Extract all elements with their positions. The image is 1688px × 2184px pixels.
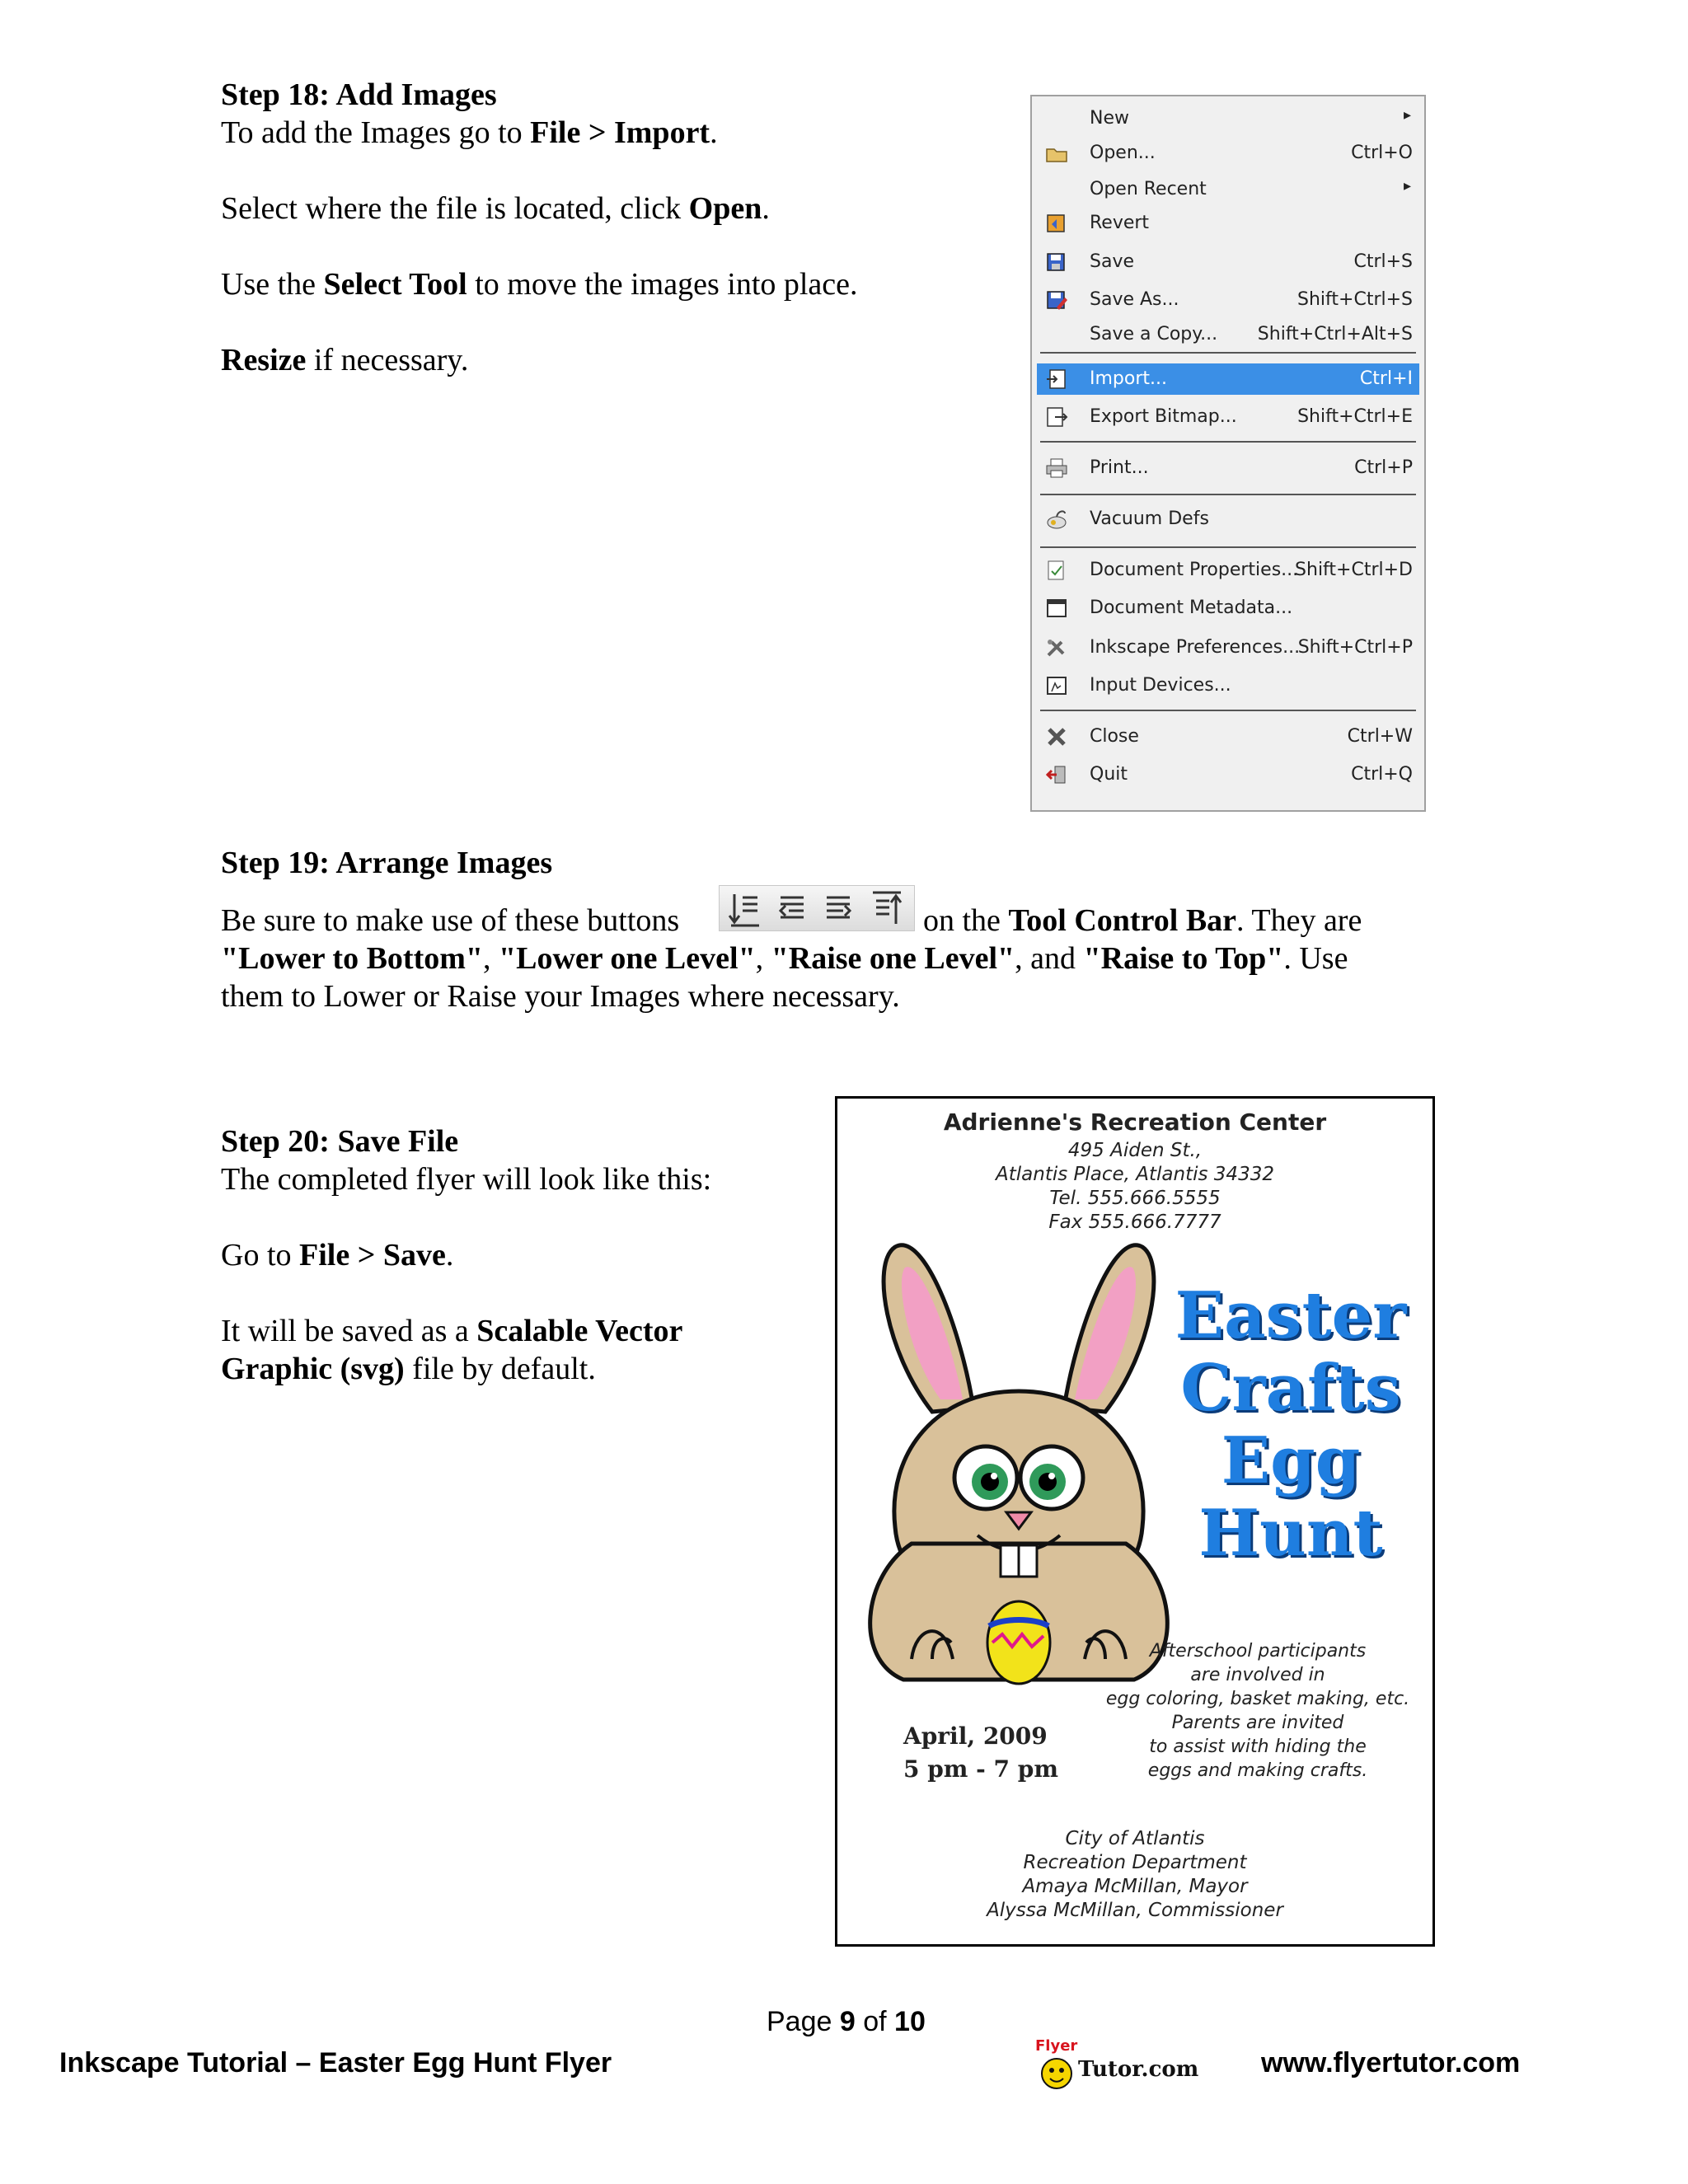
- menu-item-new[interactable]: [1037, 103, 1419, 134]
- step18-heading: Step 18: Add Images: [221, 77, 497, 112]
- text-bold: Tool Control Bar: [1008, 903, 1237, 938]
- close-icon: [1045, 726, 1068, 748]
- flyer-description-line: to assist with hiding the: [1149, 1736, 1367, 1757]
- flyer-date-line: April, 2009: [903, 1722, 1048, 1750]
- menu-item-document-properties[interactable]: [1037, 555, 1419, 586]
- menu-item-export-bitmap[interactable]: [1037, 401, 1419, 433]
- flyertutor-logo: [1032, 2037, 1205, 2092]
- step19-heading: Step 19: Arrange Images: [221, 846, 553, 880]
- raise-one-level-icon: [827, 898, 850, 917]
- step20-paragraph-2: [221, 1236, 453, 1274]
- menu-separator: [1040, 546, 1416, 548]
- text: on the: [923, 903, 1009, 938]
- save-icon: [1045, 251, 1068, 273]
- step18-paragraph-2: [221, 190, 770, 227]
- menu-item-label: Document Properties...: [1090, 560, 1299, 580]
- menu-item-label: Close: [1090, 726, 1139, 747]
- flyer-footer-line: Alyssa McMillan, Commissioner: [987, 1900, 1283, 1921]
- text-bold: File > Import: [530, 115, 710, 150]
- text: It will be saved as a: [221, 1314, 477, 1348]
- text-bold: Graphic (svg): [221, 1352, 405, 1386]
- text: . Use: [1283, 941, 1348, 976]
- text: .: [710, 115, 718, 150]
- menu-item-label: New: [1090, 108, 1129, 129]
- menu-item-vacuum-defs[interactable]: [1037, 504, 1419, 535]
- menu-separator: [1040, 710, 1416, 711]
- menu-item-shortcut: Shift+Ctrl+E: [1297, 406, 1413, 427]
- bunny-illustration: [854, 1230, 1184, 1700]
- step19-line-1a: Be sure to make use of these buttons: [221, 903, 680, 938]
- import-icon: [1045, 368, 1068, 390]
- text-bold: File > Save: [299, 1238, 446, 1272]
- logo-text-a: Flyer: [1035, 2037, 1078, 2055]
- menu-item-shortcut: Ctrl+W: [1347, 726, 1413, 747]
- document-properties-icon: [1045, 560, 1068, 581]
- menu-separator: [1040, 494, 1416, 495]
- text-bold: Open: [688, 191, 762, 226]
- text-bold: Select Tool: [323, 267, 467, 302]
- export-icon: [1045, 406, 1068, 428]
- step18-paragraph-3: [221, 265, 858, 303]
- menu-item-shortcut: Shift+Ctrl+Alt+S: [1257, 324, 1413, 344]
- raise-to-top-icon: [873, 893, 901, 924]
- menu-item-label: Save: [1090, 251, 1135, 272]
- menu-item-shortcut: Ctrl+O: [1351, 143, 1413, 163]
- menu-item-revert[interactable]: [1037, 208, 1419, 239]
- menu-item-quit[interactable]: [1037, 759, 1419, 790]
- text-bold: Resize: [221, 343, 307, 377]
- flyer-footer-line: Amaya McMillan, Mayor: [1022, 1876, 1248, 1897]
- text-bold: "Raise one Level": [771, 941, 1015, 976]
- text: , and: [1015, 941, 1084, 976]
- menu-item-shortcut: Ctrl+Q: [1351, 764, 1413, 785]
- flyer-footer-line: Recreation Department: [1023, 1852, 1247, 1873]
- flyer-title-line-1: Easter: [1175, 1278, 1407, 1353]
- menu-item-shortcut: Ctrl+P: [1354, 457, 1413, 478]
- submenu-arrow-icon: ▸: [1403, 177, 1411, 194]
- flyer-description-line: Parents are invited: [1171, 1713, 1344, 1733]
- save-as-icon: [1045, 289, 1068, 311]
- logo-text-b: Tutor.com: [1078, 2057, 1199, 2082]
- step20-paragraph-1: The completed flyer will look like this:: [221, 1162, 712, 1197]
- flyer-title-line-4: Hunt: [1198, 1496, 1383, 1571]
- text: Select where the file is located, click: [221, 191, 689, 226]
- step20-paragraph-3a: [221, 1312, 682, 1350]
- menu-item-save-as[interactable]: [1037, 284, 1419, 316]
- submenu-arrow-icon: ▸: [1403, 106, 1411, 124]
- menu-item-save-a-copy[interactable]: [1037, 319, 1419, 350]
- text: to move the images into place.: [467, 267, 858, 302]
- lower-one-level-icon: [781, 898, 804, 917]
- text: Go to: [221, 1238, 299, 1272]
- menu-item-shortcut: Ctrl+I: [1359, 368, 1413, 389]
- text-bold: "Lower to Bottom": [221, 941, 483, 976]
- footer-title: Inkscape Tutorial – Easter Egg Hunt Flyer: [59, 2047, 612, 2079]
- step20-heading: Step 20: Save File: [221, 1124, 459, 1159]
- flyer-phone: Tel. 555.666.5555: [1049, 1188, 1221, 1209]
- folder-open-icon: [1045, 143, 1068, 164]
- flyer-preview: [835, 1096, 1435, 1947]
- menu-item-label: Import...: [1090, 368, 1167, 389]
- menu-item-label: Export Bitmap...: [1090, 406, 1237, 427]
- menu-item-document-metadata[interactable]: [1037, 593, 1419, 624]
- flyer-footer: [837, 1827, 1432, 1923]
- menu-item-shortcut: Shift+Ctrl+S: [1297, 289, 1413, 310]
- page-current: 9: [839, 2006, 856, 2037]
- text-bold: "Raise to Top": [1083, 941, 1284, 976]
- text-bold: "Lower one Level": [499, 941, 756, 976]
- flyer-description-line: Afterschool participants: [1149, 1641, 1367, 1661]
- printer-icon: [1045, 457, 1068, 479]
- menu-item-shortcut: Shift+Ctrl+D: [1295, 560, 1413, 580]
- menu-item-import[interactable]: [1037, 363, 1419, 395]
- menu-item-open-recent[interactable]: [1037, 174, 1419, 205]
- menu-item-label: Quit: [1090, 764, 1128, 785]
- flyer-footer-line: City of Atlantis: [1065, 1828, 1205, 1849]
- menu-item-label: Vacuum Defs: [1090, 509, 1209, 529]
- revert-icon: [1045, 213, 1068, 234]
- flyer-title-line-2: Crafts: [1180, 1351, 1401, 1426]
- text: . They are: [1236, 903, 1362, 938]
- flyer-address-2: Atlantis Place, Atlantis 34332: [996, 1164, 1274, 1185]
- step19-line-2: [221, 940, 1348, 977]
- flyer-org-name: Adrienne's Recreation Center: [943, 1108, 1327, 1136]
- preferences-icon: [1045, 637, 1068, 658]
- menu-item-label: Input Devices...: [1090, 675, 1231, 696]
- step18-paragraph-1: [221, 114, 718, 152]
- step18-paragraph-4: [221, 341, 468, 379]
- menu-item-label: Save a Copy...: [1090, 324, 1218, 344]
- menu-item-shortcut: Ctrl+S: [1353, 251, 1413, 272]
- metadata-icon: [1045, 598, 1068, 619]
- menu-item-save[interactable]: [1037, 246, 1419, 278]
- text: file by default.: [404, 1352, 596, 1386]
- step20-paragraph-3b: [221, 1350, 596, 1388]
- flyer-description-line: egg coloring, basket making, etc.: [1105, 1689, 1410, 1709]
- text: Page: [767, 2006, 840, 2037]
- menu-item-label: Save As...: [1090, 289, 1179, 310]
- flyer-time-line: 5 pm - 7 pm: [903, 1755, 1058, 1783]
- flyer-address-1: 495 Aiden St.,: [1067, 1140, 1203, 1161]
- menu-item-label: Revert: [1090, 213, 1150, 233]
- text: .: [762, 191, 770, 226]
- menu-item-label: Inkscape Preferences...: [1090, 637, 1301, 658]
- page-total: 10: [894, 2006, 926, 2037]
- lower-to-bottom-icon: [729, 894, 759, 926]
- flyer-description-line: are involved in: [1190, 1665, 1325, 1685]
- menu-item-label: Open Recent: [1090, 179, 1207, 199]
- step19-line-1b: [923, 902, 1362, 940]
- file-menu: [1030, 95, 1426, 812]
- menu-separator: [1040, 352, 1416, 354]
- menu-item-label: Print...: [1090, 457, 1149, 478]
- text: of: [855, 2006, 895, 2037]
- input-devices-icon: [1045, 675, 1068, 696]
- footer-url[interactable]: www.flyertutor.com: [1261, 2047, 1521, 2079]
- menu-item-shortcut: Shift+Ctrl+P: [1297, 637, 1413, 658]
- menu-item-close[interactable]: [1037, 721, 1419, 752]
- menu-item-label: Document Metadata...: [1090, 598, 1293, 618]
- quit-icon: [1045, 764, 1068, 785]
- flyer-description: [1085, 1639, 1431, 1783]
- flyer-description-line: eggs and making crafts.: [1147, 1760, 1368, 1781]
- page-number: [767, 2006, 926, 2038]
- flyer-title-line-3: Egg: [1221, 1423, 1361, 1498]
- flyer-fax: Fax 555.666.7777: [1048, 1212, 1221, 1233]
- step19-line-3: them to Lower or Raise your Images where necessary.: [221, 979, 900, 1014]
- text: ,: [755, 941, 771, 976]
- text-bold: Scalable Vector: [476, 1314, 683, 1348]
- flyer-date: [903, 1720, 1058, 1786]
- menu-item-inkscape-preferences[interactable]: [1037, 632, 1419, 663]
- text: To add the Images go to: [221, 115, 531, 150]
- text: if necessary.: [306, 343, 469, 377]
- menu-item-print[interactable]: [1037, 452, 1419, 484]
- text: .: [445, 1238, 454, 1272]
- menu-separator: [1040, 441, 1416, 443]
- text: Use the: [221, 267, 324, 302]
- z-order-buttons: [719, 885, 915, 931]
- text: ,: [483, 941, 499, 976]
- menu-item-input-devices[interactable]: [1037, 670, 1419, 701]
- menu-item-label: Open...: [1090, 143, 1156, 163]
- vacuum-icon: [1045, 509, 1068, 530]
- menu-item-open[interactable]: [1037, 138, 1419, 169]
